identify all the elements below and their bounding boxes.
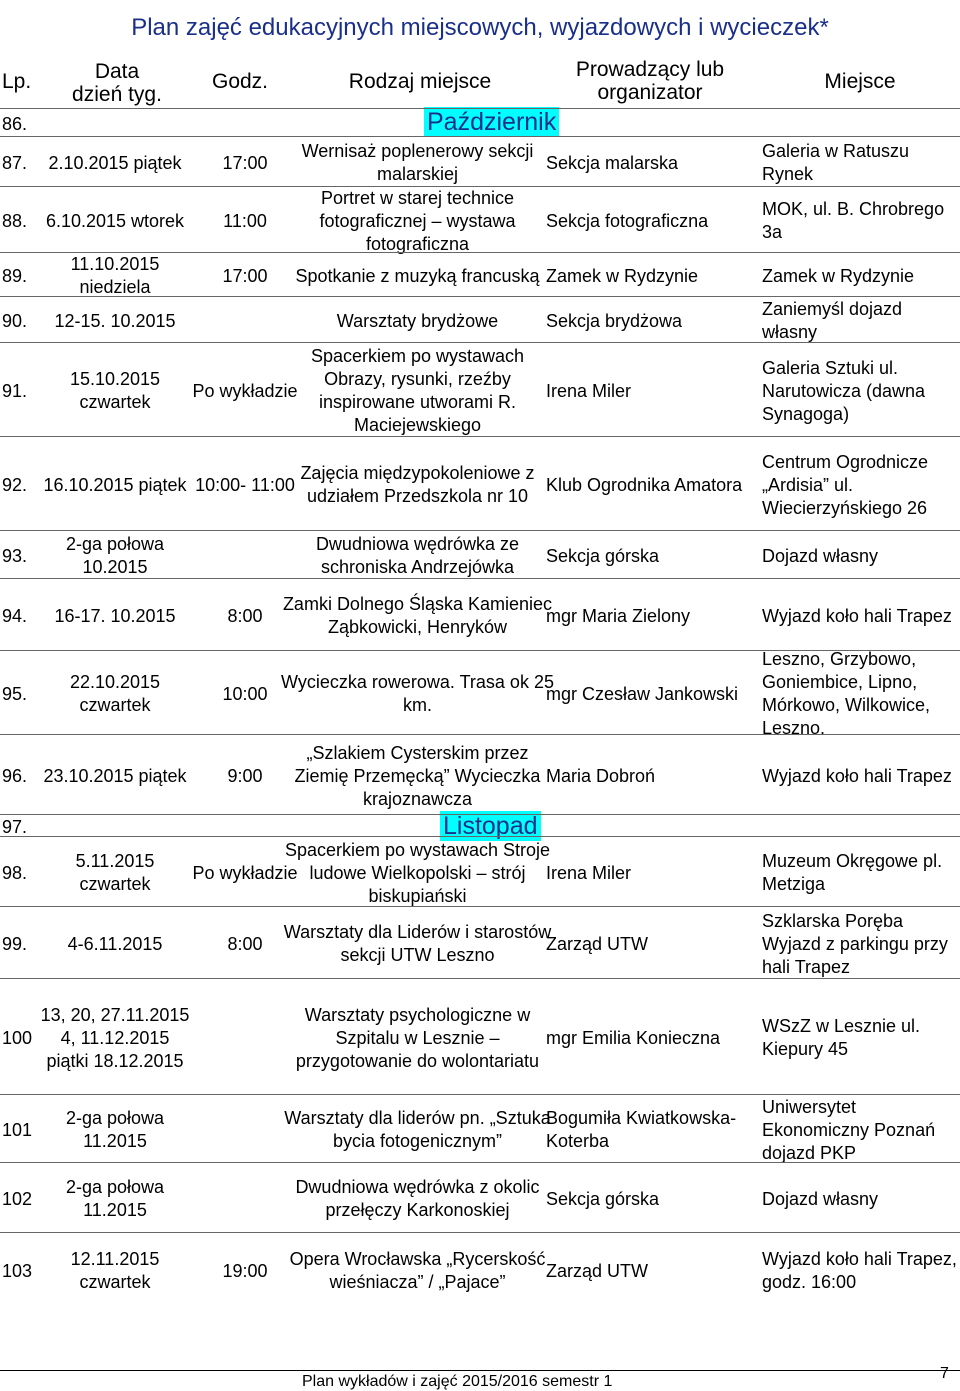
cell-date: 4-6.11.2015 [67, 933, 163, 954]
cell-lp: 96. [2, 765, 28, 786]
cell-lp: 86. [2, 113, 28, 134]
cell-org: Irena Miler [546, 380, 632, 401]
cell-type: Warsztaty dla Liderów i starostów sekcji UTW Leszno [283, 922, 552, 965]
cell-time: Po wykładzie [192, 862, 298, 883]
cell-type: Wycieczka rowerowa. Trasa ok 25 km. [281, 672, 554, 715]
cell-place: Uniwersytet Ekonomiczny Poznań dojazd PKP [762, 1096, 936, 1163]
row-divider [0, 906, 960, 907]
cell-lp: 89. [2, 265, 28, 286]
cell-date: 23.10.2015 piątek [43, 765, 187, 786]
cell-place: Dojazd własny [762, 1188, 879, 1209]
cell-org: Bogumiła Kwiatkowska-Koterba [546, 1108, 737, 1151]
cell-org: mgr Emilia Konieczna [546, 1027, 721, 1048]
cell-place: Wyjazd koło hali Trapez, godz. 16:00 [762, 1249, 957, 1292]
cell-type: Dwudniowa wędrówka z okolic przełęczy Karkonoskiej [295, 1177, 540, 1220]
cell-lp: 88. [2, 210, 28, 231]
cell-time: 19:00 [222, 1260, 268, 1281]
cell-org: Klub Ogrodnika Amatora [546, 474, 743, 495]
cell-place: MOK, ul. B. Chrobrego 3a [762, 199, 945, 242]
page-number: 7 [940, 1365, 949, 1382]
cell-lp: 98. [2, 862, 28, 883]
row-divider [0, 136, 960, 137]
cell-type: Zajęcia międzypokoleniowe z udziałem Przedszkola nr 10 [300, 463, 535, 506]
row-divider [0, 342, 960, 343]
month-november: Listopad [440, 811, 541, 841]
cell-place: Muzeum Okręgowe pl. Metziga [762, 851, 943, 894]
cell-time: 8:00 [227, 605, 263, 626]
cell-org: Maria Dobroń [546, 765, 656, 786]
row-divider [0, 108, 960, 109]
cell-time: 17:00 [222, 152, 268, 173]
cell-time: 10:00 [222, 683, 268, 704]
cell-type: Spacerkiem po wystawach Obrazy, rysunki, rzeźby inspirowane utworami R. Maciejewskiego [310, 346, 525, 435]
cell-time: 10:00- 11:00 [195, 474, 295, 495]
page-title: Plan zajęć edukacyjnych miejscowych, wyjazdowych i wycieczek* [131, 14, 829, 41]
cell-type: Warsztaty psychologiczne w Szpitalu w Lesznie – przygotowanie do wolontariatu [295, 1004, 540, 1071]
cell-time: Po wykładzie [192, 380, 298, 401]
header-org: Prowadzący lub organizator [575, 58, 725, 104]
row-divider [0, 1232, 960, 1233]
row-divider [0, 578, 960, 579]
row-divider [0, 530, 960, 531]
cell-time: 11:00 [223, 210, 267, 231]
cell-type: Spotkanie z muzyką francuską [295, 265, 540, 286]
cell-place: Leszno, Grzybowo, Goniembice, Lipno, Mórkowo, Wilkowice, Leszno. [762, 649, 931, 738]
cell-date: 2-ga połowa 10.2015 [65, 534, 165, 577]
cell-lp: 100 [2, 1027, 33, 1048]
cell-type: Zamki Dolnego Śląska Kamieniec Ząbkowicki, Henryków [282, 594, 553, 637]
cell-org: Sekcja górska [546, 1188, 660, 1209]
cell-org: Sekcja fotograficzna [546, 210, 709, 231]
cell-place: Szklarska Poręba Wyjazd z parkingu przy hali Trapez [762, 910, 948, 977]
cell-lp: 91. [2, 380, 28, 401]
cell-time: 9:00 [227, 765, 263, 786]
cell-time: 17:00 [222, 265, 268, 286]
page-footer [0, 1365, 960, 1390]
cell-type: Portret w starej technice fotograficznej – wystawa fotograficzna [319, 187, 516, 254]
month-october: Październik [424, 107, 559, 137]
cell-place: Centrum Ogrodnicze „Ardisia” ul. Wiecierzyńskiego 26 [762, 451, 929, 518]
cell-type: Warsztaty dla liderów pn. „Sztuka bycia fotogenicznym” [284, 1108, 551, 1151]
cell-org: mgr Maria Zielony [546, 605, 691, 626]
cell-lp: 103 [2, 1260, 33, 1281]
row-divider [0, 978, 960, 979]
row-divider [0, 296, 960, 297]
header-place: Miejsce [824, 70, 896, 93]
cell-org: mgr Czesław Jankowski [546, 683, 739, 704]
cell-org: Irena Miler [546, 862, 632, 883]
row-divider [0, 1162, 960, 1163]
cell-place: Galeria Sztuki ul. Narutowicza (dawna Synagoga) [762, 357, 926, 424]
header-type: Rodzaj miejsce [348, 70, 492, 93]
cell-place: WSzZ w Lesznie ul. Kiepury 45 [762, 1016, 921, 1059]
cell-date: 6.10.2015 wtorek [45, 210, 185, 231]
cell-place: Zaniemyśl dojazd własny [762, 299, 903, 342]
cell-place: Galeria w Ratuszu Rynek [762, 141, 910, 184]
cell-date: 15.10.2015 czwartek [69, 369, 161, 412]
cell-date: 11.10.2015 niedziela [70, 254, 160, 297]
header-lp: Lp. [2, 70, 32, 93]
cell-org: Zarząd UTW [546, 933, 649, 954]
cell-date: 2-ga połowa 11.2015 [65, 1177, 165, 1220]
cell-lp: 102 [2, 1188, 33, 1209]
cell-date: 2-ga połowa 11.2015 [65, 1108, 165, 1151]
cell-lp: 94. [2, 605, 28, 626]
cell-type: Opera Wrocławska „Rycerskość wieśniacza” / „Pajace” [289, 1249, 546, 1292]
row-divider [0, 836, 960, 837]
cell-date: 13, 20, 27.11.2015 4, 11.12.2015 piątki 18.12.2015 [40, 1004, 190, 1071]
cell-lp: 93. [2, 545, 28, 566]
cell-type: „Szlakiem Cysterskim przez Ziemię Przemęcką” Wycieczka krajoznawcza [294, 742, 541, 809]
cell-date: 16-17. 10.2015 [54, 605, 176, 626]
row-divider [0, 436, 960, 437]
cell-type: Dwudniowa wędrówka ze schroniska Andrzejówka [315, 534, 520, 577]
cell-org: Zamek w Rydzynie [546, 265, 699, 286]
cell-place: Wyjazd koło hali Trapez [762, 765, 952, 786]
cell-org: Sekcja brydżowa [546, 310, 683, 331]
cell-date: 5.11.2015 czwartek [75, 851, 155, 894]
cell-type: Warsztaty brydżowe [336, 310, 499, 331]
cell-place: Wyjazd koło hali Trapez [762, 605, 952, 626]
cell-place: Dojazd własny [762, 545, 879, 566]
row-divider [0, 734, 960, 735]
cell-lp: 87. [2, 152, 28, 173]
cell-place: Zamek w Rydzynie [762, 265, 915, 286]
cell-lp: 92. [2, 474, 28, 495]
cell-org: Sekcja malarska [546, 152, 679, 173]
cell-lp: 97. [2, 816, 28, 837]
cell-time: 8:00 [227, 933, 263, 954]
cell-lp: 99. [2, 933, 28, 954]
cell-date: 12-15. 10.2015 [54, 310, 176, 331]
cell-date: 12.11.2015 czwartek [70, 1249, 160, 1292]
header-time: Godz. [211, 70, 269, 93]
cell-date: 16.10.2015 piątek [43, 474, 187, 495]
cell-org: Zarząd UTW [546, 1260, 649, 1281]
footer-text: Plan wykładów i zajęć 2015/2016 semestr 1 [302, 1373, 613, 1390]
cell-lp: 90. [2, 310, 28, 331]
cell-type: Wernisaż poplenerowy sekcji malarskiej [301, 141, 534, 184]
cell-lp: 95. [2, 683, 28, 704]
cell-org: Sekcja górska [546, 545, 660, 566]
cell-lp: 101 [2, 1119, 33, 1140]
header-date: Data dzień tyg. [72, 60, 162, 106]
cell-date: 22.10.2015 czwartek [69, 672, 161, 715]
cell-type: Spacerkiem po wystawach Stroje ludowe Wielkopolski – strój biskupiański [284, 839, 551, 906]
cell-date: 2.10.2015 piątek [48, 152, 182, 173]
row-divider [0, 814, 960, 815]
